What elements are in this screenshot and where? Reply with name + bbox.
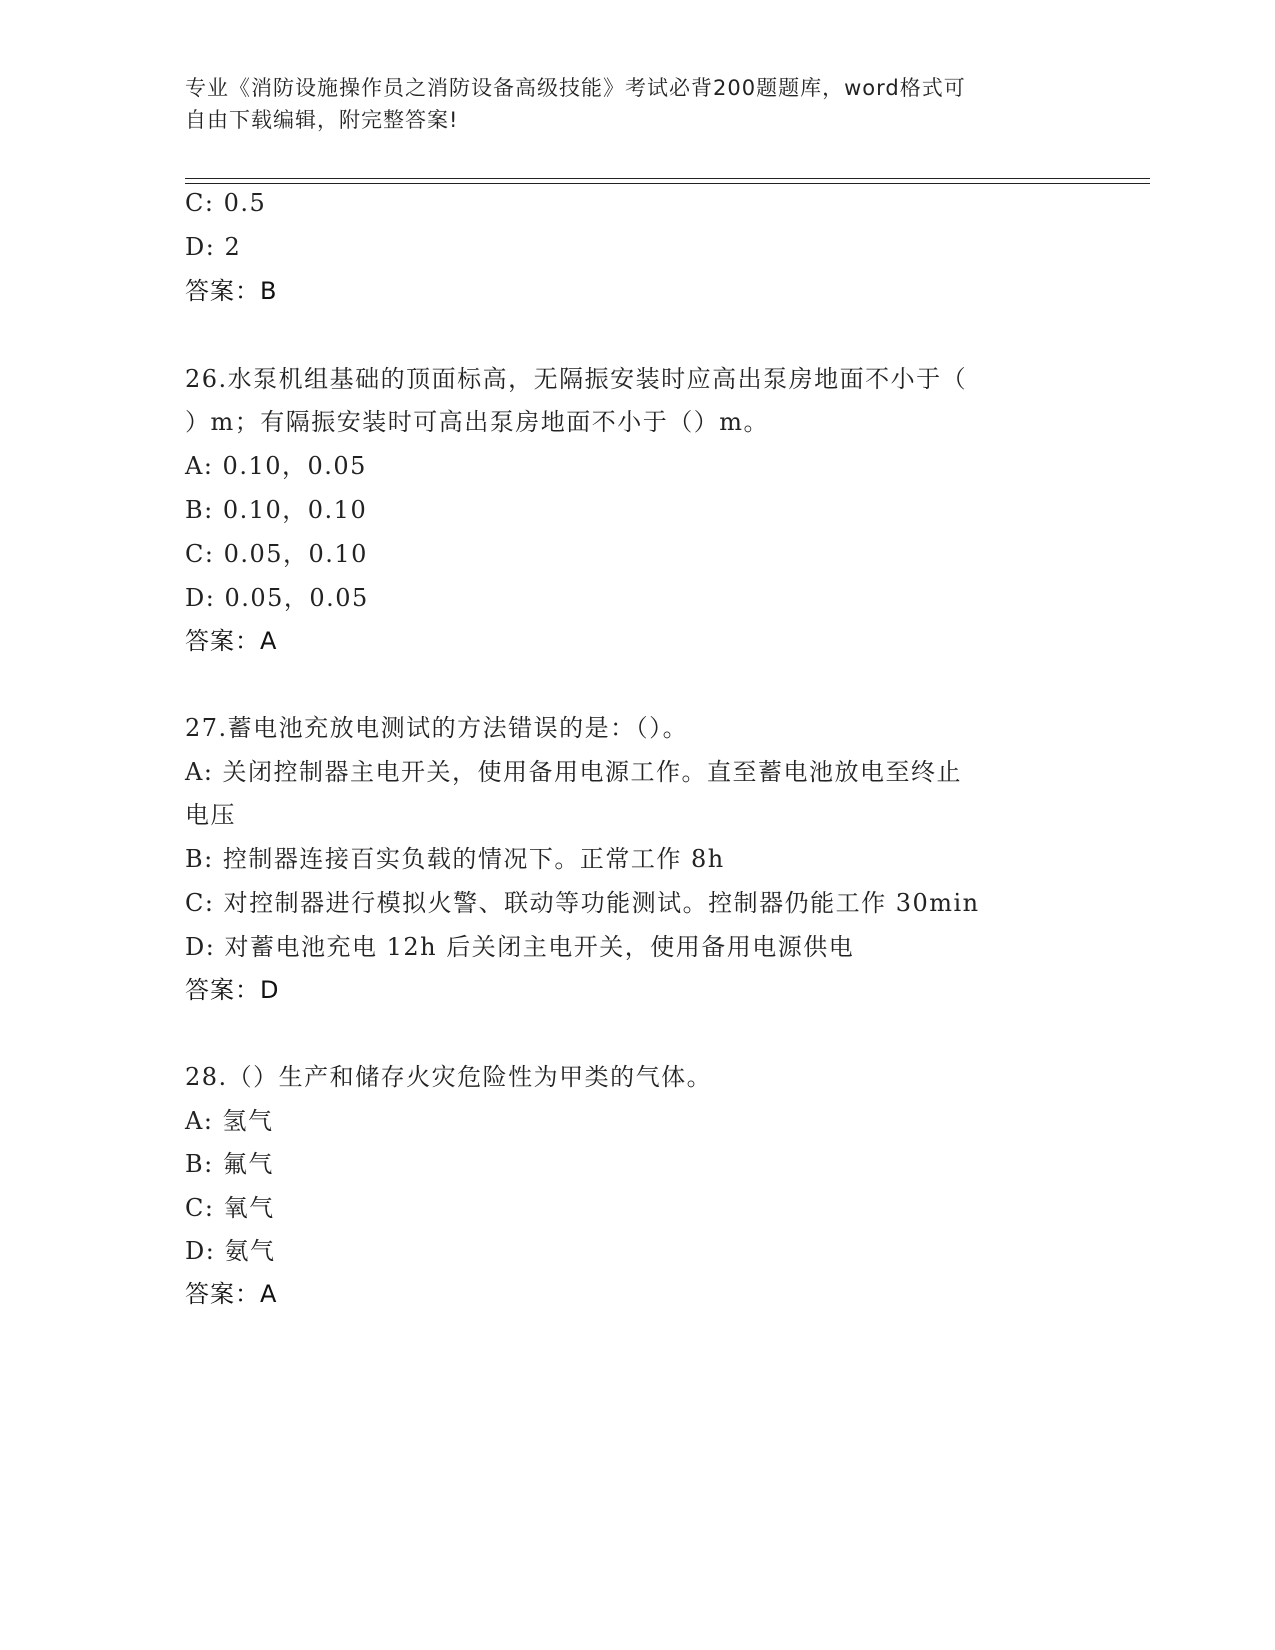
q26-option-c: C: 0.05，0.10 (185, 540, 368, 568)
q25-option-c: C: 0.5 (185, 189, 267, 217)
q25-option-d: D: 2 (185, 233, 242, 261)
q27-option-d: D: 对蓄电池充电 12h 后关闭主电开关，使用备用电源供电 (185, 933, 855, 961)
q26-stem-line-1: 26.水泵机组基础的顶面标高，无隔振安装时应高出泵房地面不小于（ (185, 365, 968, 393)
q27-stem: 27.蓄电池充放电测试的方法错误的是：（）。 (185, 714, 689, 742)
q26-option-b: B: 0.10，0.10 (185, 496, 368, 524)
q27-answer: 答案：D (185, 976, 280, 1004)
document-header (185, 72, 1065, 136)
header-line-2: 自由下载编辑，附完整答案! (185, 108, 459, 132)
q28-option-d: D: 氨气 (185, 1237, 276, 1265)
q26-stem-line-2: ）m；有隔振安装时可高出泵房地面不小于（）m。 (185, 408, 770, 436)
q26-option-a: A: 0.10，0.05 (185, 452, 367, 480)
q28-answer: 答案：A (185, 1280, 278, 1308)
header-line-1: 专业《消防设施操作员之消防设备高级技能》考试必背200题题库，word格式可 (185, 76, 966, 100)
q28-option-a: A: 氢气 (185, 1107, 274, 1135)
q28-stem: 28.（）生产和储存火灾危险性为甲类的气体。 (185, 1063, 713, 1091)
q28-option-b: B: 氟气 (185, 1150, 274, 1178)
q27-option-c: C: 对控制器进行模拟火警、联动等功能测试。控制器仍能工作 30min (185, 889, 980, 917)
q27-option-a-line-1: A: 关闭控制器主电开关，使用备用电源工作。直至蓄电池放电至终止 (185, 758, 963, 786)
q27-option-a-line-2: 电压 (185, 801, 236, 829)
q26-answer: 答案：A (185, 627, 278, 655)
q25-answer: 答案：B (185, 277, 278, 305)
header-divider-bottom (185, 183, 1150, 184)
q26-option-d: D: 0.05，0.05 (185, 584, 369, 612)
q28-option-c: C: 氧气 (185, 1194, 275, 1222)
header-divider-top (185, 178, 1150, 179)
q27-option-b: B: 控制器连接百实负载的情况下。正常工作 8h (185, 845, 725, 873)
